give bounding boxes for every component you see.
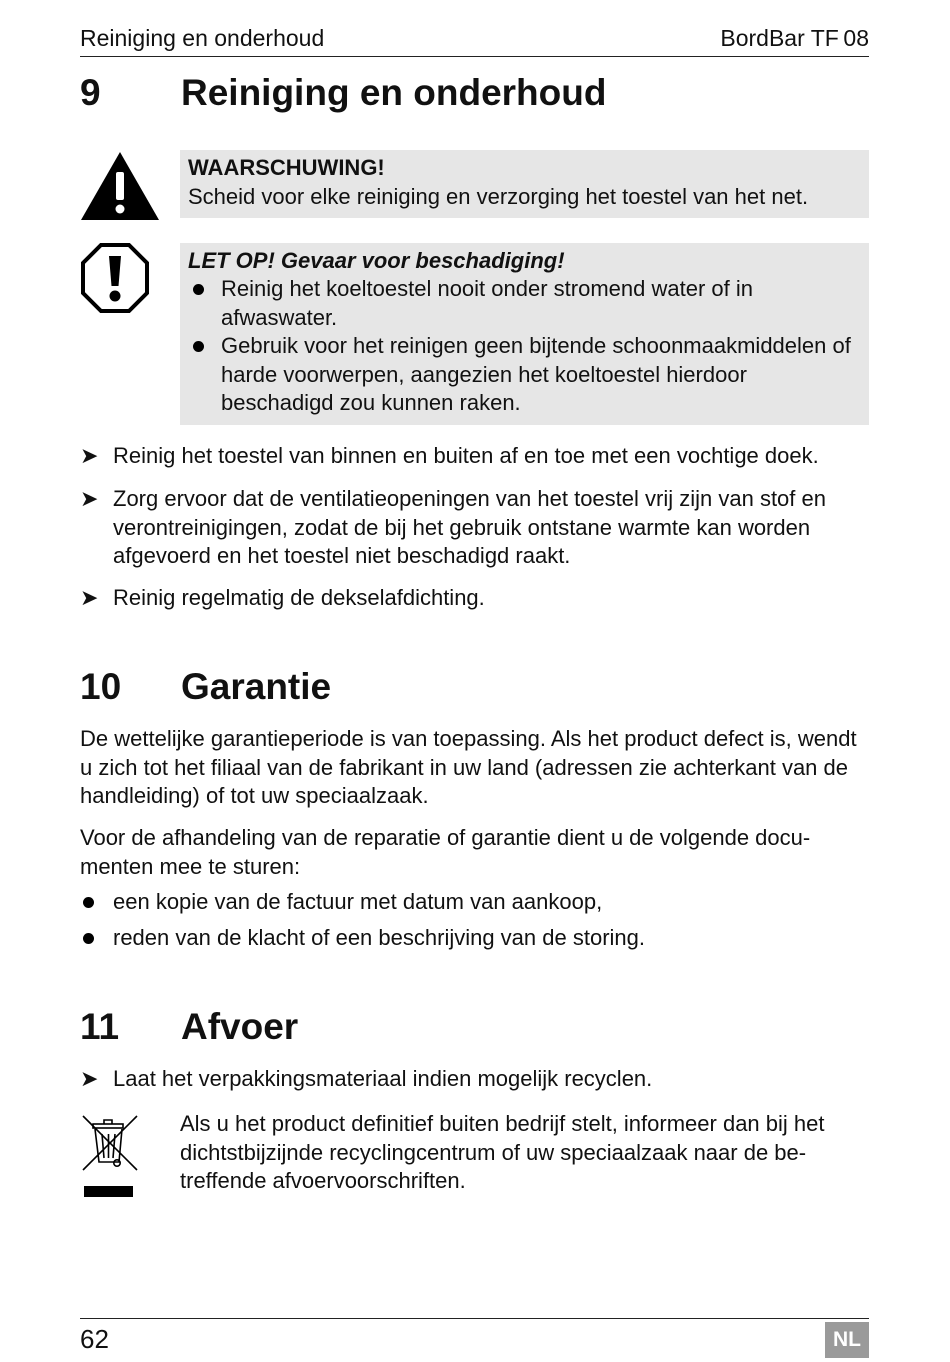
language-badge: NL [825, 1322, 869, 1358]
bullet-icon [83, 933, 94, 944]
arrow-icon: ➤ [80, 443, 99, 468]
notice-box [180, 243, 869, 425]
step-item: ➤ Laat het verpakkingsmateriaal indien mogelijk recyclen. [80, 1065, 869, 1094]
section-title: Reiniging en onderhoud [181, 72, 607, 113]
warning-triangle-icon [80, 150, 160, 222]
page-number: 62 [80, 1324, 109, 1354]
section-number: 11 [80, 1006, 120, 1047]
step-item: ➤ Reinig regelmatig de dekselafdichting. [80, 584, 869, 613]
list-item: Reinig het koeltoestel nooit onder stromend water of in afwaswater. [188, 275, 861, 332]
crossed-out-bin-icon [80, 1112, 140, 1200]
disposal-text: Als u het product definitief buiten bedrijf stelt, informeer dan bij het dichtstbijzijnde recyclingcentrum of uw speciaalzaak naar de betreffende afvoervoorschriften. [180, 1111, 825, 1193]
notice-title: LET OP! Gevaar voor beschadiging! [188, 248, 565, 273]
footer-divider [80, 1318, 869, 1319]
step-item: ➤ Reinig het toestel van binnen en buiten af en toe met een vochtige doek. [80, 442, 869, 471]
notice-octagon-icon [80, 242, 150, 314]
section-title: Afvoer [181, 1006, 299, 1047]
list-item: een kopie van de factuur met datum van aankoop, [80, 888, 869, 917]
warning-title: WAARSCHUWING! [188, 155, 385, 180]
list-item: reden van de klacht of een beschrijving van de storing. [80, 924, 869, 953]
section-number: 9 [80, 72, 101, 113]
arrow-icon: ➤ [80, 585, 99, 610]
documents-paragraph: Voor de afhandeling van de reparatie of garantie dient u de volgende documenten mee te sturen: [80, 825, 811, 879]
step-item: ➤ Zorg ervoor dat de ventilatieopeningen van het toestel vrij zijn van stof en verontreinigingen, zodat de bij het gebruik ontstane warmte kan worden afgevoerd en het toestel niet beschadigd raakt. [80, 486, 826, 568]
page-header [80, 24, 869, 57]
section-number: 10 [80, 666, 122, 707]
notice-list [188, 275, 861, 418]
bullet-icon [193, 284, 204, 295]
warranty-paragraph: De wettelijke garantieperiode is van toepassing. Als het product defect is, wendt u zich tot het filiaal van de fabrikant in uw land (adressen zie achterkant van de handleiding) of tot uw speciaalzaak. [80, 726, 857, 808]
arrow-icon: ➤ [80, 1066, 99, 1091]
section-title: Garantie [181, 666, 332, 707]
manual-page [80, 0, 869, 1362]
bullet-icon [83, 897, 94, 908]
warning-box [180, 150, 869, 218]
header-chapter-title: Reiniging en onderhoud [80, 25, 325, 51]
list-item: Gebruik voor het reinigen geen bijtende schoonmaakmiddelen of harde voorwerpen, aangezien het koeltoestel hierdoor beschadigd zou kunnen raken. [188, 332, 861, 418]
arrow-icon: ➤ [80, 486, 99, 511]
warning-text: Scheid voor elke reiniging en verzorging het toestel van het net. [188, 184, 809, 209]
header-product-name: BordBar TF 08 [720, 25, 869, 51]
bullet-icon [193, 341, 204, 352]
